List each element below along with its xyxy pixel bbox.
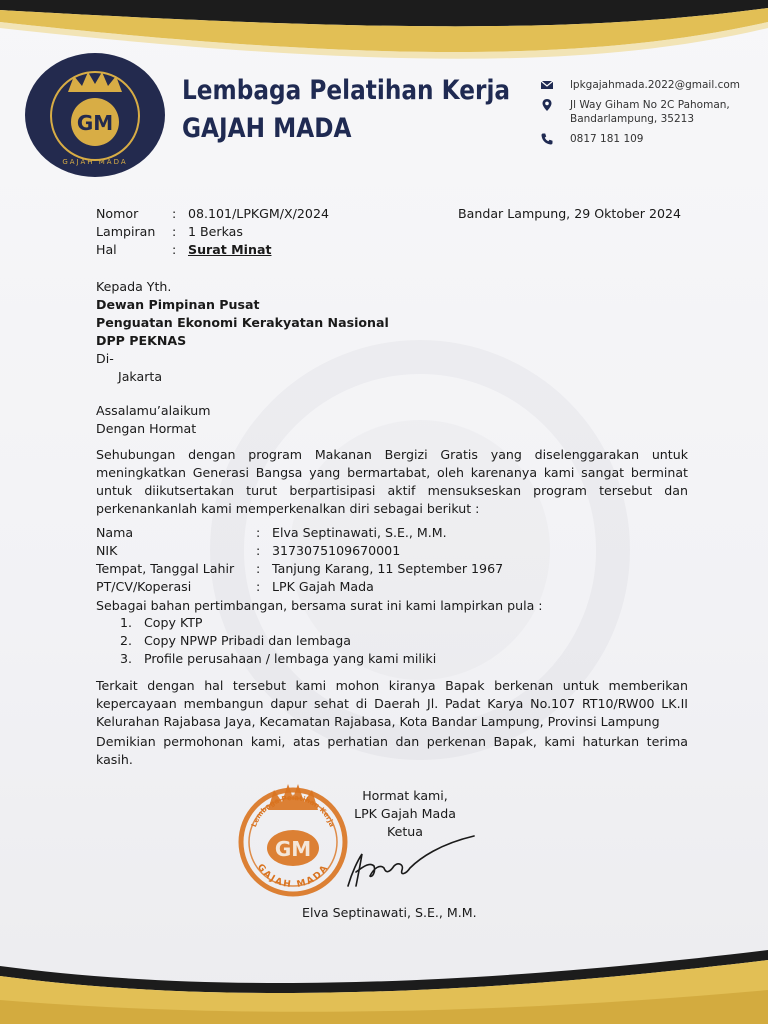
attachments-intro: Sebagai bahan pertimbangan, bersama surat ini kami lampirkan pula : <box>96 598 543 613</box>
list-item-text: Profile perusahaan / lembaga yang kami miliki <box>144 651 437 666</box>
list-item-number: 3. <box>120 651 133 666</box>
identity-value: LPK Gajah Mada <box>272 579 374 594</box>
meta-nomor <box>96 205 329 223</box>
list-item <box>120 650 436 668</box>
list-item <box>120 632 436 650</box>
list-item-text: Copy NPWP Pribadi dan lembaga <box>144 633 351 648</box>
meta-colon: : <box>172 242 177 257</box>
meta-lampiran-value: 1 Berkas <box>188 224 243 239</box>
greeting-hormat: Dengan Hormat <box>96 421 197 436</box>
phone-icon <box>540 132 554 146</box>
attachments-list <box>120 614 436 668</box>
closing-position: Ketua <box>386 824 424 839</box>
meta-colon: : <box>172 206 177 221</box>
phone-text: 0817 181 109 <box>570 133 644 145</box>
identity-label: Tempat, Tanggal Lahir <box>96 561 235 576</box>
email-icon <box>540 78 554 92</box>
logo-bottom-text: GAJAH MADA <box>62 158 128 166</box>
identity-value: Tanjung Karang, 11 September 1967 <box>272 561 504 576</box>
meta-hal-label: Hal <box>96 242 117 257</box>
identity-colon: : <box>256 561 261 576</box>
identity-label: NIK <box>96 543 118 558</box>
identity-value: 3173075109670001 <box>272 543 401 558</box>
stamp-bottom-text: GAJAH MADA <box>254 862 332 891</box>
stamp-ring-text: Lembaga Pelatihan Kerja <box>250 793 336 829</box>
identity-colon: : <box>256 543 261 558</box>
address-line1: Jl Way Giham No 2C Pahoman, <box>570 99 730 111</box>
greeting-block <box>96 402 211 438</box>
identity-value: Elva Septinawati, S.E., M.M. <box>272 525 447 540</box>
recipient-kepada: Kepada Yth. <box>96 279 172 294</box>
letter-date: Bandar Lampung, 29 Oktober 2024 <box>458 206 682 221</box>
identity-row <box>96 524 503 542</box>
meta-nomor-value: 08.101/LPKGM/X/2024 <box>188 206 329 221</box>
address-line2: Bandarlampung, 35213 <box>570 113 695 125</box>
identity-label: PT/CV/Koperasi <box>96 579 192 594</box>
organization-name <box>182 72 510 148</box>
contact-info <box>540 78 740 152</box>
identity-table <box>96 524 503 596</box>
meta-nomor-label: Nomor <box>96 206 139 221</box>
contact-address <box>540 98 740 126</box>
recipient-di: Di- <box>96 351 114 366</box>
greeting-salam: Assalamu’alaikum <box>96 403 211 418</box>
recipient-line1: Dewan Pimpinan Pusat <box>96 297 260 312</box>
stamp-initials: GM <box>274 837 312 861</box>
recipient-block <box>96 278 389 386</box>
official-stamp <box>230 776 356 902</box>
identity-row <box>96 542 503 560</box>
address-text <box>570 98 730 126</box>
closing-org: LPK Gajah Mada <box>354 806 456 821</box>
list-item-number: 1. <box>120 615 133 630</box>
recipient-line2: Penguatan Ekonomi Kerakyatan Nasional <box>96 315 389 330</box>
meta-hal <box>96 241 329 259</box>
identity-row <box>96 560 503 578</box>
body-paragraph-2: Terkait dengan hal tersebut kami mohon kiranya Bapak berkenan untuk memberikan kepercayaan membangun dapur sehat di Daerah Jl. Padat Karya No.107 RT10/RW00 LK.II Kelurahan Rajabasa Jaya, Kecamatan Rajabasa, Kota Bandar Lampung, Provinsi Lampung <box>96 678 688 729</box>
closing-hormat: Hormat kami, <box>362 788 448 803</box>
identity-colon: : <box>256 579 261 594</box>
contact-email <box>540 78 740 92</box>
list-item <box>120 614 436 632</box>
body-paragraph-1: Sehubungan dengan program Makanan Bergizi Gratis yang diselenggarakan untuk meningkatkan Generasi Bangsa yang bermartabat, oleh karenanya kami sangat berminat untuk diikutsertakan turut berpartisipasi aktif mensukseskan program tersebut dan perkenankanlah kami memperkenalkan diri sebagai berikut : <box>96 447 688 516</box>
meta-lampiran-label: Lampiran <box>96 224 156 239</box>
list-item-number: 2. <box>120 633 133 648</box>
identity-label: Nama <box>96 525 134 540</box>
body-paragraph-3: Demikian permohonan kami, atas perhatian dan perkenan Bapak, kami haturkan terima kasih. <box>96 734 688 767</box>
signer-name: Elva Septinawati, S.E., M.M. <box>302 905 477 920</box>
footer-wave-decoration <box>0 930 768 1024</box>
location-pin-icon <box>540 98 554 112</box>
letter-meta <box>96 205 329 259</box>
logo-initials: GM <box>76 111 114 135</box>
recipient-city: Jakarta <box>118 369 163 384</box>
contact-phone <box>540 132 740 146</box>
organization-name-line1: Lembaga Pelatihan Kerja <box>182 75 511 106</box>
meta-lampiran <box>96 223 329 241</box>
email-text: lpkgajahmada.2022@gmail.com <box>570 79 741 91</box>
handwritten-signature <box>340 832 480 892</box>
recipient-line3: DPP PEKNAS <box>96 333 187 348</box>
organization-name-line2: GAJAH MADA <box>182 113 352 144</box>
identity-colon: : <box>256 525 261 540</box>
meta-colon: : <box>172 224 177 239</box>
organization-logo <box>24 52 166 178</box>
identity-row <box>96 578 503 596</box>
list-item-text: Copy KTP <box>144 615 203 630</box>
meta-hal-value: Surat Minat <box>188 242 272 257</box>
